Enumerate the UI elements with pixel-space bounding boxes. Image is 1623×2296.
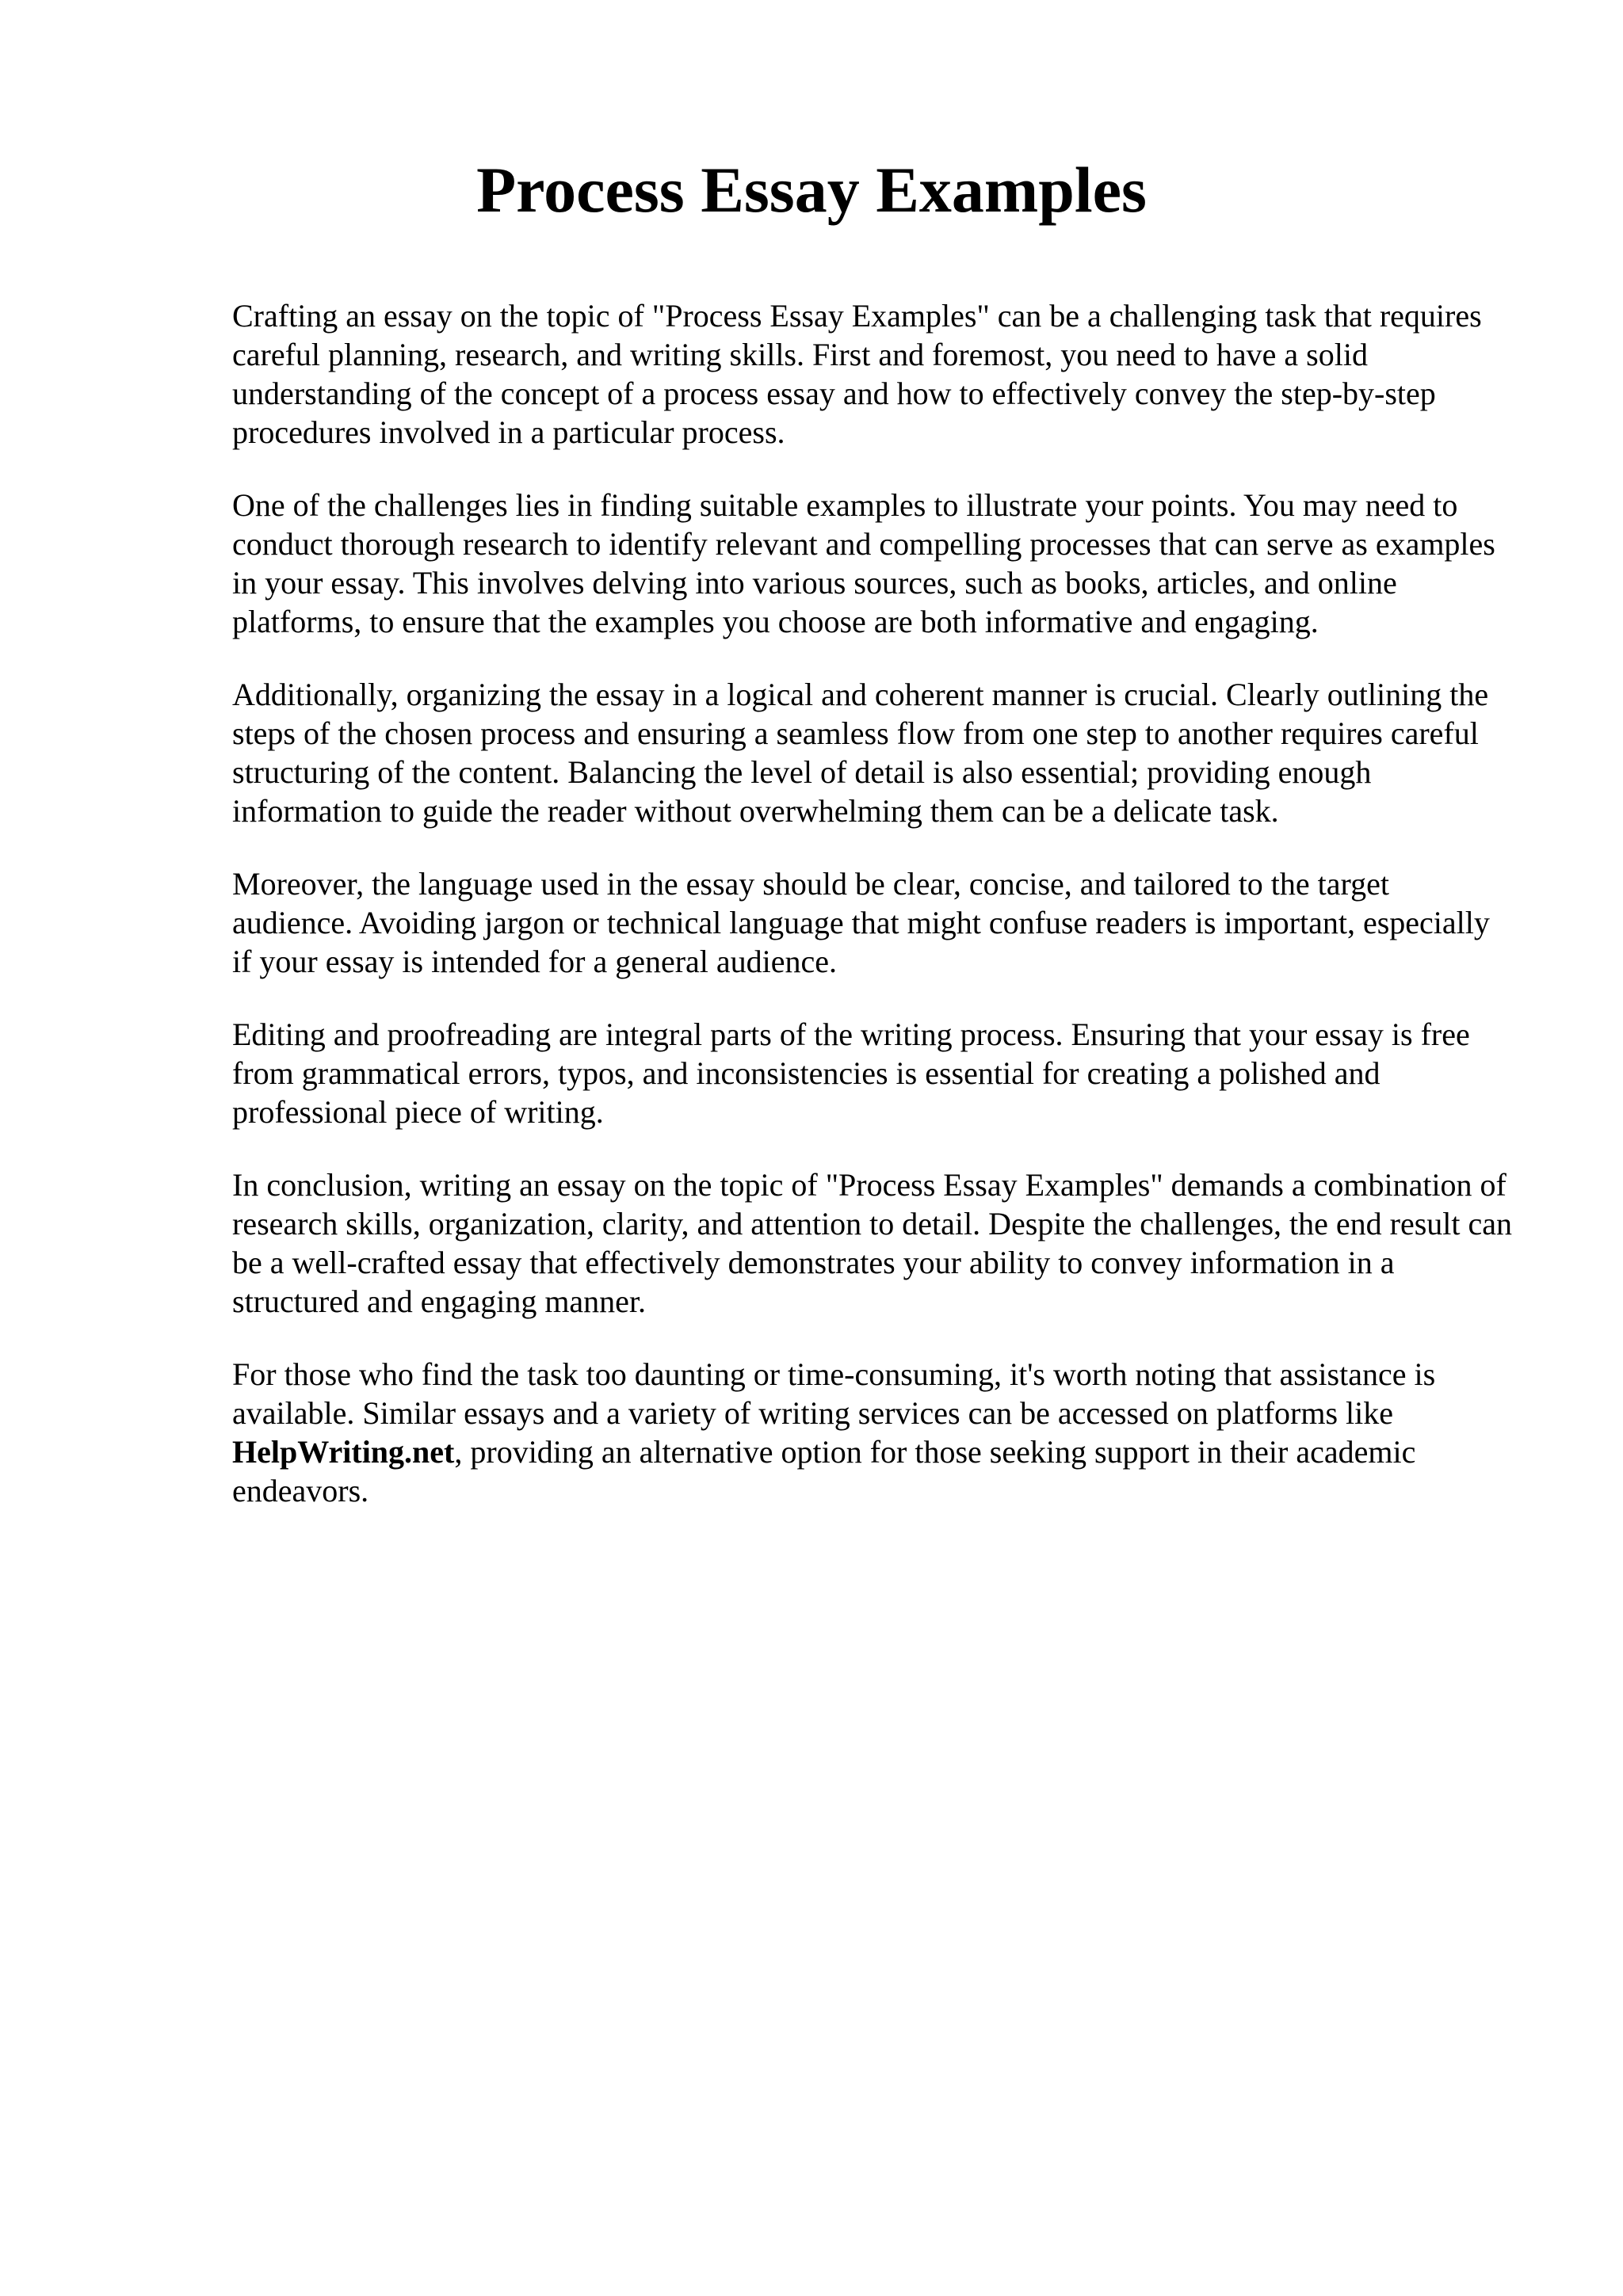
paragraph-6: In conclusion, writing an essay on the topic of "Process Essay Examples" demands a combination of research skills, organization, clarity, and attention to detail. Despite the challenges, the end result can be a well-crafted essay that effectively demonstrates your ability to convey information in a structured and engaging manner. — [232, 1167, 1512, 1319]
document-title: Process Essay Examples — [476, 154, 1147, 226]
paragraph-5: Editing and proofreading are integral parts of the writing process. Ensuring that your essay is free from grammatical errors, typos, and inconsistencies is essential for creating a polished and professional piece of writing. — [232, 1016, 1470, 1130]
brand-name: HelpWriting.net — [232, 1434, 455, 1470]
paragraph-7-ending: , providing an alternative option for those seeking support in their academic endeavors. — [232, 1434, 1416, 1508]
paragraph-4: Moreover, the language used in the essay should be clear, concise, and tailored to the target audience. Avoiding jargon or technical language that might confuse readers is important, especially if your essay is intended for a general audience. — [232, 866, 1490, 979]
document-body — [232, 296, 1516, 1544]
paragraph-2: One of the challenges lies in finding suitable examples to illustrate your points. You may need to conduct thorough research to identify relevant and compelling processes that can serve as examples in your essay. This involves delving into various sources, such as books, articles, and online platforms, to ensure that the examples you choose are both informative and engaging. — [232, 487, 1495, 639]
paragraph-3: Additionally, organizing the essay in a logical and coherent manner is crucial. Clearly outlining the steps of the chosen process and ensuring a seamless flow from one step to another requires careful structuring of the content. Balancing the level of detail is also essential; providing enough information to guide the reader without overwhelming them can be a delicate task. — [232, 677, 1489, 829]
paragraph-7 — [232, 1355, 1516, 1510]
paragraph-1: Crafting an essay on the topic of "Process Essay Examples" can be a challenging task that requires careful planning, research, and writing skills. First and foremost, you need to have a solid understanding of the concept of a process essay and how to effectively convey the step-by-step procedures involved in a particular process. — [232, 298, 1482, 450]
paragraph-7-intro: For those who find the task too daunting or time-consuming, it's worth noting that assistance is available. Similar essays and a variety of writing services can be accessed on platforms like — [232, 1356, 1436, 1431]
